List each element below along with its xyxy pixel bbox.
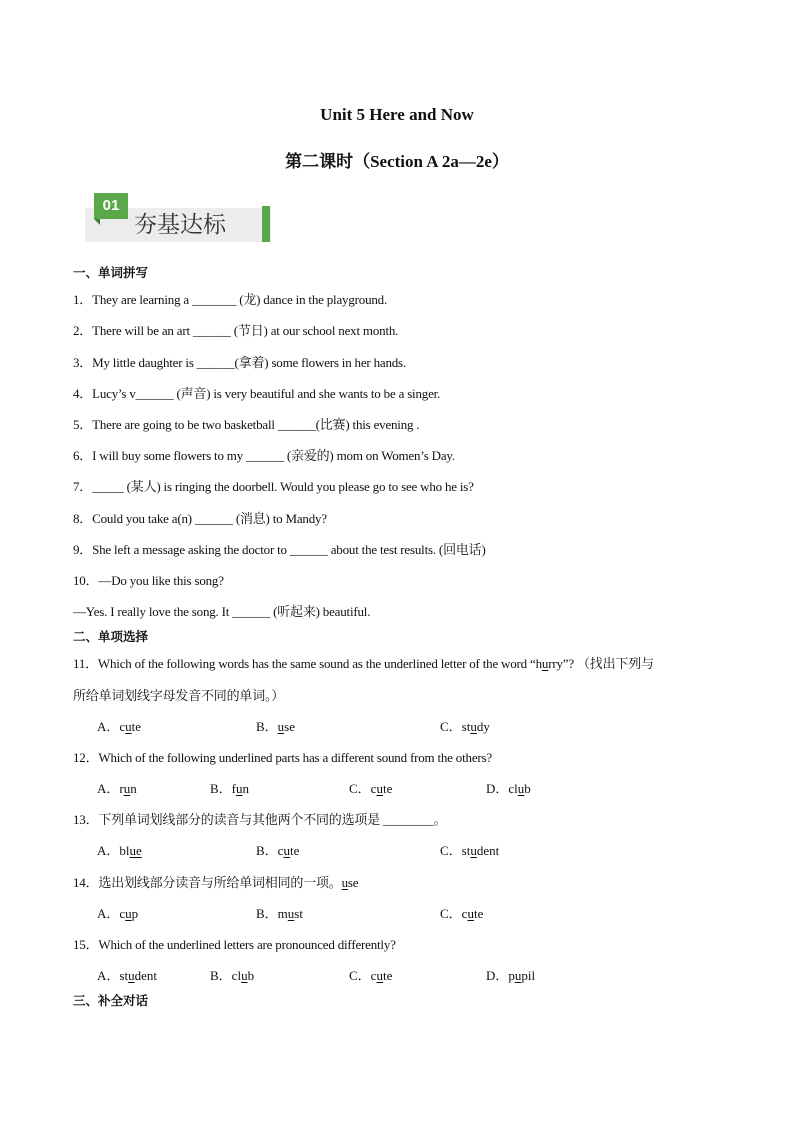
q12-option-a: A．run (97, 781, 137, 796)
q13-option-c: C．student (440, 843, 500, 858)
question-11-line2: 所给单词划线字母发音不同的单词。） (73, 688, 285, 703)
question-10-answer: —Yes. I really love the song. It ______ (听起来) beautiful. (73, 604, 371, 619)
question-6: 6．I will buy some flowers to my ______ (亲爱的) mom on Women’s Day. (73, 448, 455, 463)
question-9: 9．She left a message asking the doctor to ______ about the test results. (回电话) (73, 542, 486, 557)
q14-option-c: C．cute (440, 906, 484, 921)
section-badge (85, 190, 271, 244)
q12-option-d: D．club (486, 781, 531, 796)
q15-option-c: C．cute (349, 968, 393, 983)
question-7: 7．_____ (某人) is ringing the doorbell. Would you please go to see who he is? (73, 479, 474, 494)
question-15: 15．Which of the underlined letters are pronounced differently? (73, 937, 396, 952)
question-2: 2．There will be an art ______ (节日) at our school next month. (73, 323, 399, 338)
q11-option-b: B．use (256, 719, 296, 734)
question-3: 3．My little daughter is ______(拿着) some flowers in her hands. (73, 355, 406, 370)
question-4: 4．Lucy’s v______ (声音) is very beautiful and she wants to be a singer. (73, 386, 441, 401)
q11-pre: 11．Which of the following words has the same sound as the underlined letter of the word “h (73, 656, 542, 671)
question-11 (73, 653, 654, 672)
badge-text: 夯基达标 (134, 212, 226, 238)
page-subtitle: 第二课时（Section A 2a—2e） (285, 152, 509, 171)
section-heading-spelling: 一、单词拼写 (73, 265, 149, 280)
q13-option-b: B．cute (256, 843, 300, 858)
section-heading-dialogue: 三、补全对话 (73, 993, 149, 1008)
q11-underlined: u (541, 656, 549, 671)
q15-option-b: B．club (210, 968, 255, 983)
badge-bar (262, 206, 270, 242)
question-10: 10．—Do you like this song? (73, 573, 224, 588)
question-5: 5．There are going to be two basketball ______(比赛) this evening . (73, 417, 420, 432)
badge-number: 01 (94, 193, 128, 219)
question-12: 12．Which of the following underlined parts has a different sound from the others? (73, 750, 492, 765)
question-8: 8．Could you take a(n) ______ (消息) to Mandy? (73, 511, 327, 526)
q14-option-b: B．must (256, 906, 303, 921)
page-title: Unit 5 Here and Now (320, 105, 474, 124)
q15-option-a: A．student (97, 968, 157, 983)
q12-option-b: B．fun (210, 781, 250, 796)
q14-option-a: A．cup (97, 906, 139, 921)
q13-option-a: A．blue (97, 843, 142, 858)
question-1: 1．They are learning a _______ (龙) dance in the playground. (73, 292, 388, 307)
q11-option-c: C．study (440, 719, 490, 734)
q11-option-a: A．cute (97, 719, 142, 734)
question-14: 14．选出划线部分读音与所给单词相同的一项。use (73, 875, 359, 890)
q15-option-d: D．pupil (486, 968, 536, 983)
q11-post: rry”? （找出下列与 (548, 656, 654, 671)
q12-option-c: C．cute (349, 781, 393, 796)
section-heading-choice: 二、单项选择 (73, 629, 149, 644)
question-13: 13．下列单词划线部分的读音与其他两个不同的选项是 ________。 (73, 812, 447, 827)
